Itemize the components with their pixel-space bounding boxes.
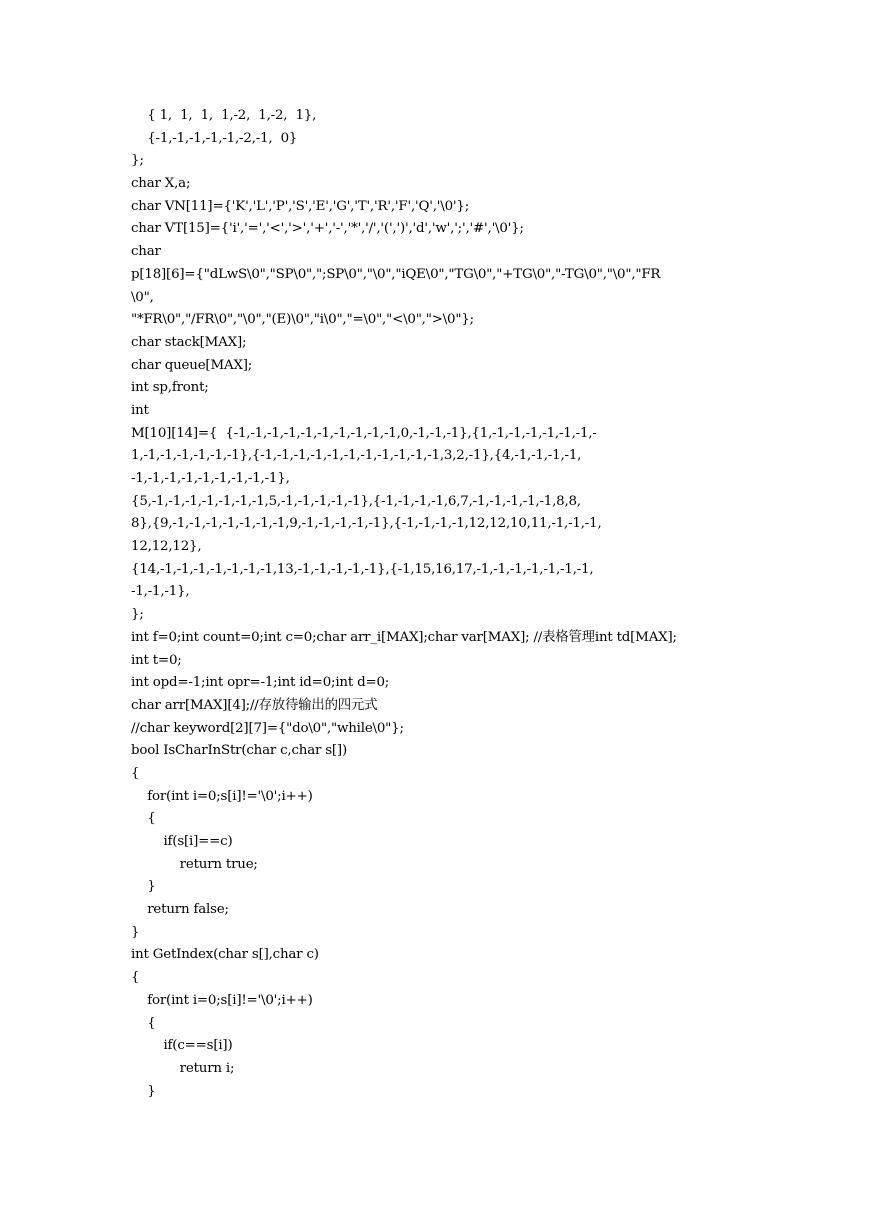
- code-line: { 1, 1, 1, 1,-2, 1,-2, 1},: [131, 108, 317, 123]
- code-line: char X,a;: [131, 176, 191, 192]
- code-line: int GetIndex(char s[],char c): [131, 947, 319, 963]
- code-line: 1,-1,-1,-1,-1,-1,-1},{-1,-1,-1,-1,-1,-1,-1,-1,-1,-1,-1,3,2,-1},{4,-1,-1,-1,-1,: [131, 448, 582, 464]
- code-line: M[10][14]={ {-1,-1,-1,-1,-1,-1,-1,-1,-1,-1,0,-1,-1,-1},{1,-1,-1,-1,-1,-1,-1,-: [131, 425, 597, 441]
- code-line: -1,-1,-1,-1,-1,-1,-1,-1,-1},: [131, 471, 290, 486]
- code-line: int f=0;int count=0;int c=0;char arr_i[MAX];char var[MAX]; //表格管理int td[MAX];: [131, 629, 677, 645]
- code-line: char: [131, 244, 161, 260]
- code-line: -1,-1,-1},: [131, 584, 190, 600]
- code-line: return i;: [131, 1060, 235, 1076]
- code-line: int t=0;: [131, 652, 182, 668]
- code-line: {14,-1,-1,-1,-1,-1,-1,-1,13,-1,-1,-1,-1,-1},{-1,15,16,17,-1,-1,-1,-1,-1,-1,-1,: [131, 561, 594, 577]
- code-line: \0",: [131, 289, 154, 305]
- code-line: }: [131, 879, 156, 895]
- code-line: char arr[MAX][4];//存放待输出的四元式: [131, 697, 378, 713]
- code-line: char stack[MAX];: [131, 334, 247, 350]
- code-line: if(s[i]==c): [131, 834, 233, 849]
- code-line: bool IsCharInStr(char c,char s[]): [131, 743, 347, 759]
- code-line: };: [131, 153, 144, 169]
- code-line: {: [131, 765, 140, 781]
- code-line: {: [131, 1015, 156, 1031]
- code-line: for(int i=0;s[i]!='\0';i++): [131, 788, 313, 804]
- code-line: char VN[11]={'K','L','P','S','E','G','T','R','F','Q','\0'};: [131, 198, 470, 214]
- code-line: }: [131, 924, 140, 940]
- code-line: 8},{9,-1,-1,-1,-1,-1,-1,-1,9,-1,-1,-1,-1,-1},{-1,-1,-1,-1,12,12,10,11,-1,-1,-1,: [131, 516, 602, 532]
- code-line: char VT[15]={'i','=','<','>','+','-','*','/','(',')','d','w',';','#','\0'};: [131, 221, 524, 237]
- code-line: {: [131, 970, 140, 986]
- code-line: {-1,-1,-1,-1,-1,-2,-1, 0}: [131, 130, 298, 146]
- code-line: }: [131, 1083, 156, 1099]
- code-line: "*FR\0","/FR\0","\0","(E)\0","i\0","=\0","<\0",">\0"};: [131, 312, 474, 328]
- code-line: //char keyword[2][7]={"do\0","while\0"};: [131, 720, 404, 736]
- code-line: 12,12,12},: [131, 539, 202, 555]
- code-line: for(int i=0;s[i]!='\0';i++): [131, 992, 313, 1008]
- code-line: p[18][6]={"dLwS\0","SP\0",";SP\0","\0","iQE\0","TG\0","+TG\0","-TG\0","\0","FR: [131, 266, 661, 282]
- code-line: {: [131, 811, 156, 827]
- code-line: int opd=-1;int opr=-1;int id=0;int d=0;: [131, 675, 390, 691]
- code-line: {5,-1,-1,-1,-1,-1,-1,-1,5,-1,-1,-1,-1,-1},{-1,-1,-1,-1,6,7,-1,-1,-1,-1,-1,8,8,: [131, 493, 581, 509]
- code-line: int: [131, 402, 149, 418]
- code-line: };: [131, 607, 144, 623]
- code-listing: [131, 105, 751, 1103]
- code-line: return true;: [131, 856, 258, 872]
- code-line: return false;: [131, 902, 229, 918]
- code-line: int sp,front;: [131, 380, 209, 396]
- code-line: if(c==s[i]): [131, 1038, 233, 1054]
- code-line: char queue[MAX];: [131, 357, 253, 373]
